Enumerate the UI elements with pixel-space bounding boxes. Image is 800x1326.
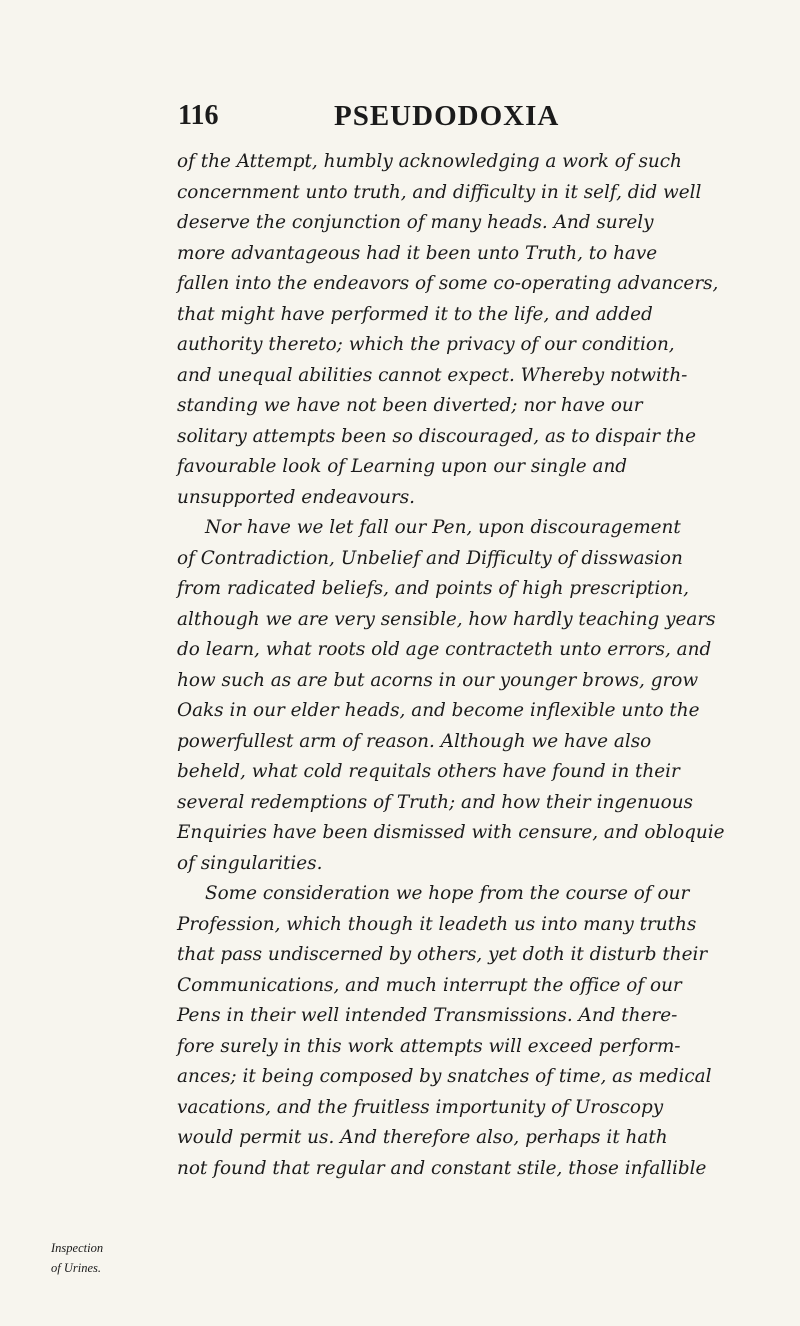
running-head: PSEUDODOXIA xyxy=(334,100,560,132)
text-line: of the Attempt, humbly acknowledging a work of such xyxy=(177,151,682,172)
text-line: Profession, which though it leadeth us into many truths xyxy=(177,913,697,935)
text-line: concernment unto truth, and difficulty in it self, did well xyxy=(177,181,702,203)
marginal-note-line: Inspection xyxy=(51,1241,104,1255)
text-line: authority thereto; which the privacy of our condition, xyxy=(177,334,675,355)
text-line: favourable look of Learning upon our single and xyxy=(177,456,628,477)
text-line: from radicated beliefs, and points of high prescription, xyxy=(177,578,690,599)
text-line: Pens in their well intended Transmissions. And there- xyxy=(177,1005,678,1026)
text-line: of Contradiction, Unbelief and Difficulty of disswasion xyxy=(177,547,683,569)
text-line: and unequal abilities cannot expect. Whereby notwith- xyxy=(177,364,688,386)
text-line: vacations, and the fruitless importunity of Uroscopy xyxy=(177,1096,664,1118)
text-line: several redemptions of Truth; and how their ingenuous xyxy=(177,791,693,813)
page-header xyxy=(178,100,698,140)
text-line: solitary attempts been so discouraged, as to dispair the xyxy=(177,425,696,447)
text-line: of singularities. xyxy=(177,852,323,874)
text-line: more advantageous had it been unto Truth, to have xyxy=(177,242,658,264)
text-line: would permit us. And therefore also, perhaps it hath xyxy=(177,1127,668,1148)
body-text xyxy=(177,147,737,1184)
text-line: standing we have not been diverted; nor have our xyxy=(177,395,643,416)
marginal-note xyxy=(51,1238,161,1278)
text-line: Communications, and much interrupt the office of our xyxy=(177,974,682,996)
text-line: how such as are but acorns in our younger brows, grow xyxy=(177,669,699,691)
text-line: do learn, what roots old age contracteth unto errors, and xyxy=(177,639,712,660)
text-line: beheld, what cold requitals others have found in their xyxy=(177,761,680,782)
text-line: not found that regular and constant stile, those infallible xyxy=(177,1157,707,1179)
text-line: that pass undiscerned by others, yet doth it disturb their xyxy=(177,944,708,965)
paragraph-start-line: Some consideration we hope from the course of our xyxy=(205,883,690,904)
text-line: deserve the conjunction of many heads. And surely xyxy=(177,212,654,233)
text-line: although we are very sensible, how hardly teaching years xyxy=(177,608,716,630)
text-line: that might have performed it to the life, and added xyxy=(177,303,653,325)
marginal-note-line: of Urines. xyxy=(51,1261,101,1275)
text-line: fore surely in this work attempts will exceed perform- xyxy=(177,1035,681,1057)
text-line: powerfullest arm of reason. Although we have also xyxy=(177,730,652,752)
text-line: Oaks in our elder heads, and become inflexible unto the xyxy=(177,700,700,721)
text-line: fallen into the endeavors of some co-operating advancers, xyxy=(177,273,719,294)
paragraph-start-line: Nor have we let fall our Pen, upon discouragement xyxy=(205,517,681,538)
page-number: 116 xyxy=(178,100,219,131)
text-line: ances; it being composed by snatches of time, as medical xyxy=(177,1066,712,1087)
text-line: unsupported endeavours. xyxy=(177,486,416,508)
text-line: Enquiries have been dismissed with censure, and obloquie xyxy=(177,822,725,843)
